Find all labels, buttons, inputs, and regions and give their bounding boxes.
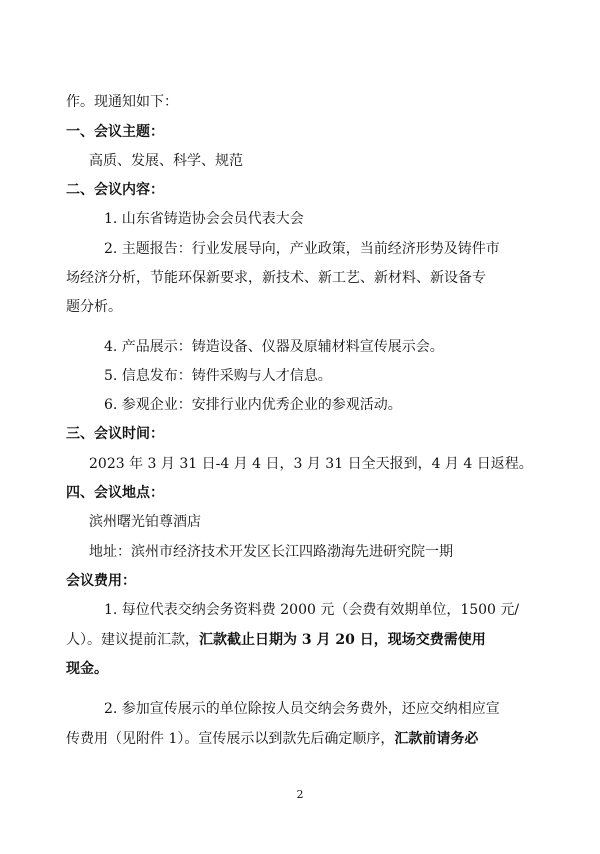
intro-line: 作。现通知如下：	[66, 94, 178, 110]
content-item-4: 4. 产品展示：铸造设备、仪器及原辅材料宣传展示会。	[104, 339, 444, 355]
content-item-2-end: 题分析。	[66, 299, 122, 315]
content-item-6: 6. 参观企业：安排行业内优秀企业的参观活动。	[104, 397, 402, 413]
fee-item-1-text: 人）。建议提前汇款，	[66, 632, 199, 648]
page-number: 2	[296, 788, 304, 801]
section-heading-content: 二、会议内容：	[66, 182, 164, 198]
fee-remit-notice: 汇款前请务必	[394, 731, 479, 747]
content-item-2: 2. 主题报告：行业发展导向，产业政策，当前经济形势及铸件市	[104, 241, 500, 257]
venue-name: 滨州曙光铂尊酒店	[89, 514, 201, 530]
section-heading-theme: 一、会议主题：	[66, 124, 164, 140]
fee-item-1-end: 现金。	[66, 661, 108, 677]
section-heading-location: 四、会议地点：	[66, 485, 164, 501]
fee-deadline-notice: 汇款截止日期为 3 月 20 日，现场交费需使用	[199, 632, 486, 648]
fee-item-2-text: 传费用（见附件 1）。宣传展示以到款先后确定顺序，	[66, 731, 395, 747]
content-item-2-cont: 场经济分析，节能环保新要求，新技术、新工艺、新材料、新设备专	[66, 270, 486, 286]
theme-text: 高质、发展、科学、规范	[89, 153, 243, 169]
section-heading-fees: 会议费用：	[66, 573, 136, 589]
venue-address: 地址：滨州市经济技术开发区长江四路渤海先进研究院一期	[89, 544, 453, 560]
fee-item-2-cont	[66, 730, 536, 748]
fee-item-2: 2. 参加宣传展示的单位除按人员交纳会务费外，还应交纳相应宣	[104, 701, 500, 717]
section-heading-time: 三、会议时间：	[66, 426, 164, 442]
fee-item-1-cont	[66, 631, 536, 649]
fee-item-1: 1. 每位代表交纳会务资料费 2000 元（会费有效期单位，1500 元/	[104, 602, 520, 618]
content-item-1: 1. 山东省铸造协会会员代表大会	[104, 211, 304, 227]
content-item-5: 5. 信息发布：铸件采购与人才信息。	[104, 368, 332, 384]
time-text: 2023 年 3 月 31 日-4 月 4 日，3 月 31 日全天报到，4 月 4 日返程。	[89, 456, 533, 472]
